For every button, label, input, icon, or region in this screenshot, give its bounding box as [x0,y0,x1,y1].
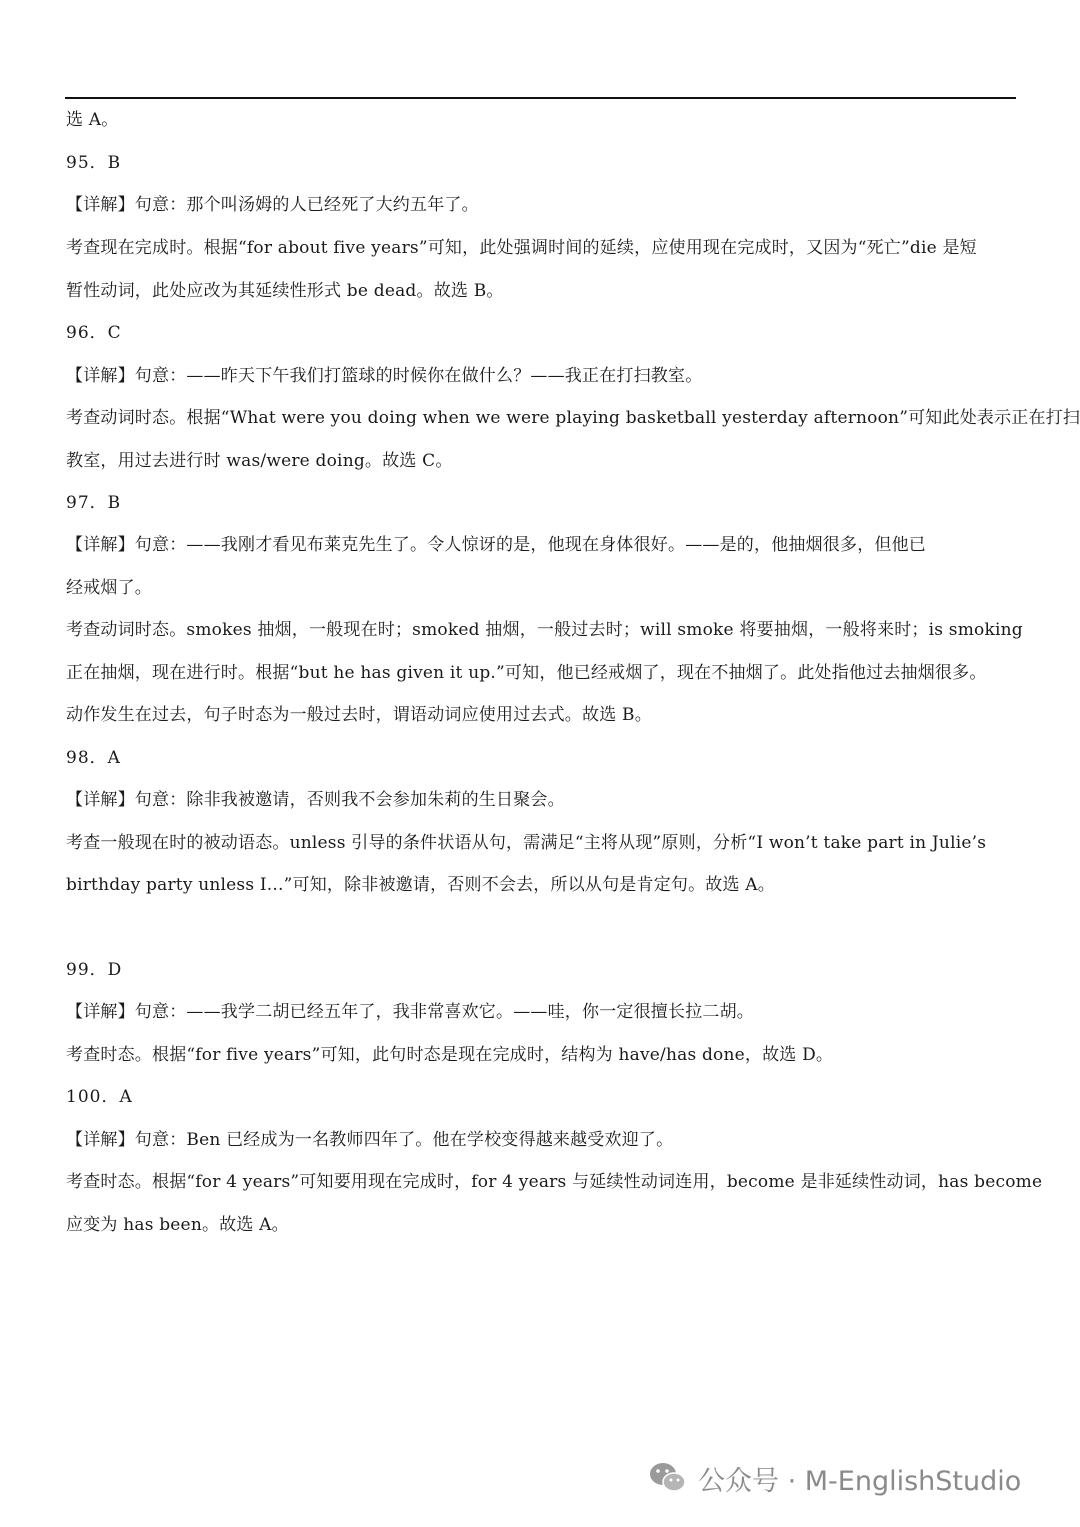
text-line: 动作发生在过去，句子时态为一般过去时，谓语动词应使用过去式。故选 B。 [66,705,652,725]
header-rule [65,97,1016,99]
text-line: 选 A。 [66,110,119,130]
text-line: 考查现在完成时。根据“for about five years”可知，此处强调时间的延续，应使用现在完成时，又因为“死亡”die 是短 [66,238,977,258]
text-line: 考查动词时态。根据“What were you doing when we were playing basketball yesterday afternoon”可知此处表示正在打扫 [66,408,1080,428]
text-line: 【详解】句意：——我刚才看见布莱克先生了。令人惊讶的是，他现在身体很好。——是的，他抽烟很多，但他已 [66,535,926,555]
text-line: 【详解】句意：Ben 已经成为一名教师四年了。他在学校变得越来越受欢迎了。 [66,1130,674,1150]
text-line: 考查一般现在时的被动语态。unless 引导的条件状语从句，需满足“主将从现”原则，分析“I won’t take part in Julie’s [66,833,987,853]
text-line: 【详解】句意：——我学二胡已经五年了，我非常喜欢它。——哇，你一定很擅长拉二胡。 [66,1002,754,1022]
text-line: 考查时态。根据“for 4 years”可知要用现在完成时，for 4 years 与延续性动词连用，become 是非延续性动词，has become [66,1172,1043,1192]
text-line: 正在抽烟，现在进行时。根据“but he has given it up.”可知，他已经戒烟了，现在不抽烟了。此处指他过去抽烟很多。 [66,663,987,683]
answer-96: 96．C [66,323,122,343]
text-line: 考查动词时态。smokes 抽烟，一般现在时；smoked 抽烟，一般过去时；will smoke 将要抽烟，一般将来时；is smoking [66,620,1023,640]
answer-100: 100．A [66,1087,133,1107]
wechat-icon [648,1460,688,1496]
text-line: 【详解】句意：那个叫汤姆的人已经死了大约五年了。 [66,195,479,215]
text-line: 【详解】句意：——昨天下午我们打篮球的时候你在做什么？——我正在打扫教室。 [66,366,703,386]
text-line: 教室，用过去进行时 was/were doing。故选 C。 [66,451,453,471]
answer-97: 97．B [66,493,122,513]
answer-99: 99．D [66,960,123,980]
watermark [648,1456,1021,1500]
text-line: 考查时态。根据“for five years”可知，此句时态是现在完成时，结构为 have/has done，故选 D。 [66,1045,834,1065]
watermark-text: 公众号 · M-EnglishStudio [698,1465,1022,1497]
text-line: 应变为 has been。故选 A。 [66,1215,289,1235]
text-line: 暂性动词，此处应改为其延续性形式 be dead。故选 B。 [66,281,504,301]
text-line: 【详解】句意：除非我被邀请，否则我不会参加朱莉的生日聚会。 [66,790,565,810]
text-line: 经戒烟了。 [66,578,152,598]
text-line: birthday party unless I...”可知，除非被邀请，否则不会去，所以从句是肯定句。故选 A。 [66,875,775,895]
answer-98: 98．A [66,748,121,768]
answer-95: 95．B [66,153,122,173]
